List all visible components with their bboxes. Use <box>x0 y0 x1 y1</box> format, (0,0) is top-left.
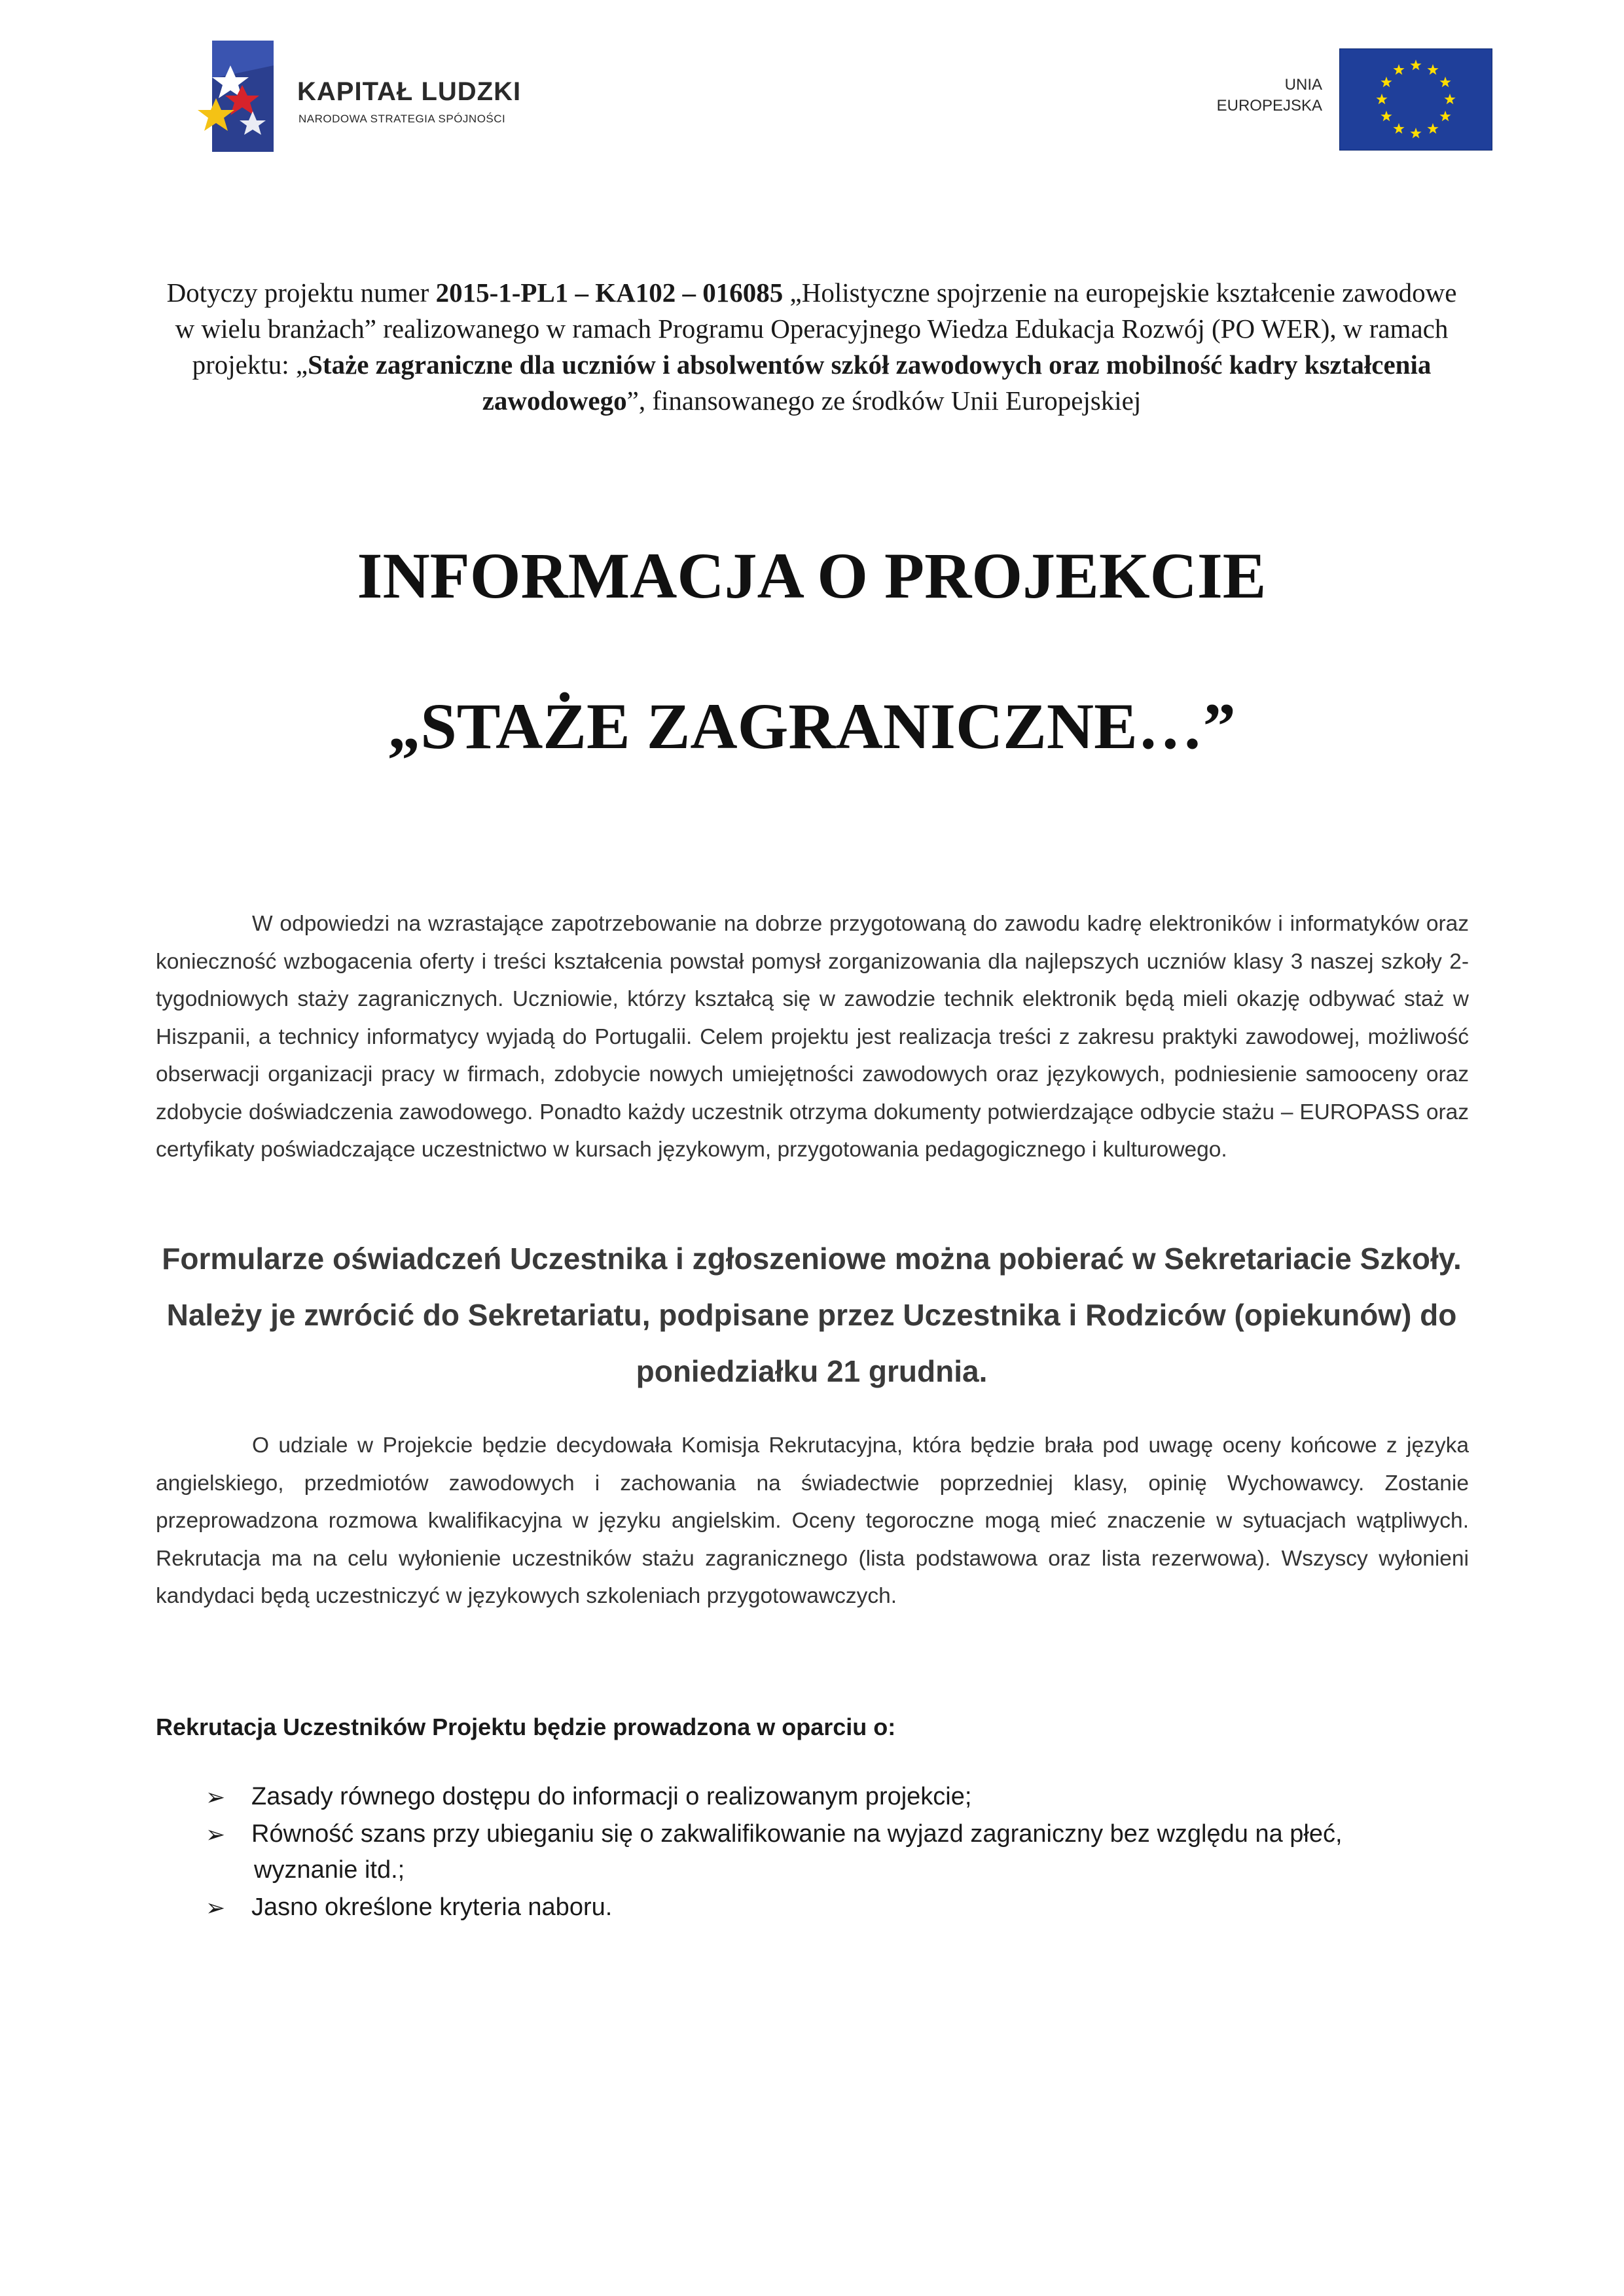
eu-label-line2: EUROPEJSKA <box>1216 97 1322 115</box>
main-subtitle: „STAŻE ZAGRANICZNE…” <box>388 690 1236 762</box>
eu-logo <box>1204 48 1492 151</box>
list-item <box>156 1779 1465 1815</box>
eu-label-line1: UNIA <box>1284 76 1322 94</box>
list-item <box>156 1890 1465 1926</box>
kapital-ludzki-title: KAPITAŁ LUDZKI <box>297 77 522 106</box>
kapital-ludzki-emblem-icon <box>196 39 275 157</box>
project-intro <box>157 275 1466 419</box>
description-paragraph <box>156 905 1469 1169</box>
list-item-text: Zasady równego dostępu do informacji o realizowanym projekcie; <box>251 1783 972 1810</box>
intro-project-number: 2015-1-PL1 – KA102 – 016085 <box>435 278 784 308</box>
selection-text: O udziale w Projekcie będzie decydowała Komisja Rekrutacyjna, która będzie brała pod uwagę oceny końcowe z języka angielskiego, przedmiotów zawodowych i zachowania na świadectwie poprzedniej klasy, opinię Wychowawcy. Zostanie przeprowadzona rozmowa kwalifikacyjna w języku angielskim. Oceny tegoroczne mogą mieć znaczenie w sytuacjach wątpliwych. Rekrutacja ma na celu wyłonienie uczestników stażu zagranicznego (lista podstawowa oraz lista rezerwowa). Wszyscy wyłonieni kandydaci będą uczestniczyć w językowych szkoleniach przygotowawczych. <box>156 1433 1469 1608</box>
arrow-bullet-icon: ➢ <box>206 1784 226 1810</box>
arrow-bullet-icon: ➢ <box>206 1894 226 1921</box>
arrow-bullet-icon: ➢ <box>206 1821 226 1848</box>
eu-flag-icon <box>1339 48 1492 151</box>
recruitment-heading: Rekrutacja Uczestników Projektu będzie prowadzona w oparciu o: <box>156 1713 896 1740</box>
kapital-ludzki-logo <box>196 39 563 157</box>
list-item-text: Jasno określone kryteria naboru. <box>251 1893 613 1921</box>
list-item-text: Równość szans przy ubieganiu się o zakwalifikowanie na wyjazd zagraniczny bez względu na płeć, <box>251 1820 1343 1848</box>
forms-notice: Formularze oświadczeń Uczestnika i zgłoszeniowe można pobierać w Sekretariacie Szkoły. Należy je zwrócić do Sekretariatu, podpisane przez Uczestnika i Rodziców (opiekunów) do poniedziałku 21 grudnia. <box>162 1242 1462 1388</box>
description-text: W odpowiedzi na wzrastające zapotrzebowanie na dobrze przygotowaną do zawodu kadrę elektroników i informatyków oraz konieczność wzbogacenia oferty i treści kształcenia powstał pomysł zorganizowania dla najlepszych uczniów klasy 3 naszej szkoły 2-tygodniowych staży zagranicznych. Uczniowie, którzy kształcą się w zawodzie technik elektronik będą mieli okazję odbywać staż w Hiszpanii, a technicy informatycy wyjadą do Portugalii. Celem projektu jest realizacja treści z zakresu praktyki zawodowej, możliwość obserwacji organizacji pracy w firmach, zdobycie nowych umiejętności zawodowych oraz językowych, podniesienie samooceny oraz zdobycie doświadczenia zawodowego. Ponadto każdy uczestnik otrzyma dokumenty potwierdzające odbycie stażu – EUROPASS oraz certyfikaty poświadczające uczestnictwo w kursach językowym, przygotowania pedagogicznego i kulturowego. <box>156 912 1469 1162</box>
kapital-ludzki-subtitle: NARODOWA STRATEGIA SPÓJNOŚCI <box>298 113 506 125</box>
header-logos <box>0 0 1624 170</box>
list-item-continuation: wyznanie itd.; <box>254 1856 405 1884</box>
list-item <box>156 1816 1465 1888</box>
intro-text-1: Dotyczy projektu numer <box>166 278 436 308</box>
intro-text-3: ”, finansowanego ze środków Unii Europejskiej <box>626 386 1142 416</box>
intro-project-name: Staże zagraniczne dla uczniów i absolwentów szkół zawodowych oraz mobilność kadry kształcenia zawodowego <box>308 350 1432 416</box>
selection-paragraph <box>156 1427 1469 1615</box>
intro-text-2: „Holistyczne spojrzenie na europejskie kształcenie zawodowe w wielu branżach” realizowanego w ramach Programu Operacyjnego Wiedza Edukacja Rozwój (PO WER), w ramach projektu: „ <box>175 278 1457 380</box>
recruitment-criteria-list <box>156 1779 1465 1927</box>
eu-label <box>1204 75 1322 117</box>
main-title: INFORMACJA O PROJEKCIE <box>357 539 1267 612</box>
